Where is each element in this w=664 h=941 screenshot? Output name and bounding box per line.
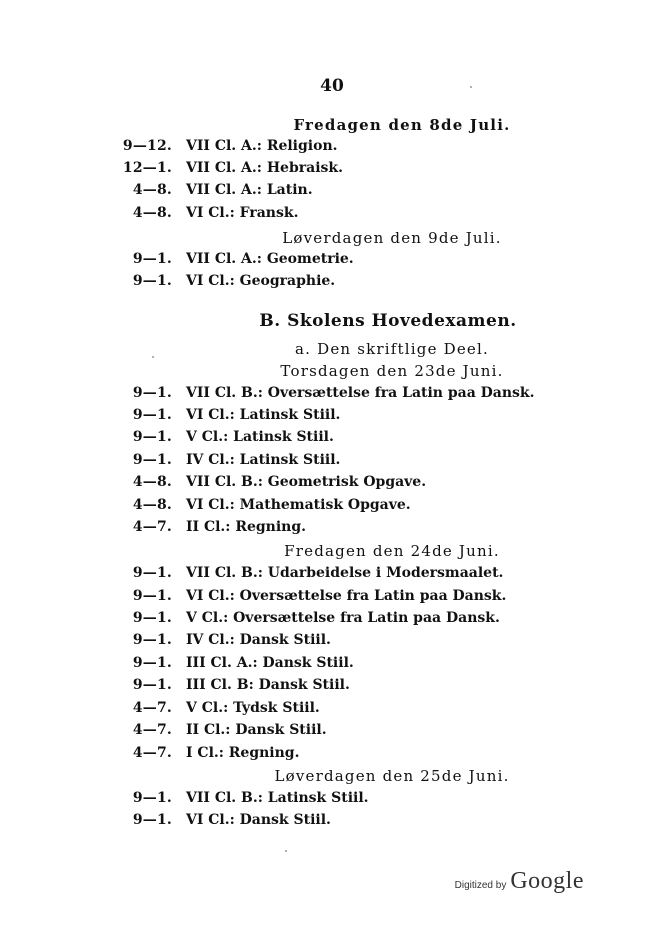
part-subtitle: a. Den skriftlige Deel.	[295, 340, 489, 358]
time-slot: 9—1.	[132, 429, 172, 445]
time-slot: 9—1.	[132, 790, 172, 806]
schedule-row	[0, 677, 664, 699]
schedule-row	[0, 452, 664, 474]
time-slot: 9—1.	[132, 632, 172, 648]
exam-subject: VI Cl.: Mathematisk Opgave.	[186, 497, 411, 513]
schedule-row	[0, 745, 664, 767]
exam-subject: VII Cl. A.: Latin.	[186, 182, 313, 198]
time-slot: 4—7.	[132, 519, 172, 535]
exam-subject: VII Cl. B.: Oversættelse fra Latin paa Dansk.	[186, 385, 535, 401]
schedule-row	[0, 588, 664, 610]
time-slot: 4—8.	[132, 182, 172, 198]
schedule-row	[0, 138, 664, 160]
schedule-row	[0, 251, 664, 273]
scan-speck	[285, 850, 287, 852]
exam-subject: III Cl. B: Dansk Stiil.	[186, 677, 350, 693]
day-heading: Løverdagen den 9de Juli.	[282, 229, 502, 247]
exam-subject: VI Cl.: Dansk Stiil.	[186, 812, 331, 828]
time-slot: 9—12.	[122, 138, 172, 154]
schedule-row	[0, 812, 664, 834]
schedule-row	[0, 160, 664, 182]
part-title: B. Skolens Hovedexamen.	[259, 311, 517, 331]
schedule-row	[0, 273, 664, 295]
time-slot: 4—7.	[132, 722, 172, 738]
exam-subject: VII Cl. A.: Geometrie.	[186, 251, 354, 267]
exam-subject: IV Cl.: Latinsk Stiil.	[186, 452, 341, 468]
exam-subject: V Cl.: Tydsk Stiil.	[186, 700, 320, 716]
schedule-row	[0, 722, 664, 744]
schedule-row	[0, 655, 664, 677]
day-heading: Løverdagen den 25de Juni.	[274, 767, 510, 785]
schedule-row	[0, 497, 664, 519]
schedule-row	[0, 407, 664, 429]
day-heading: Torsdagen den 23de Juni.	[280, 362, 504, 380]
time-slot: 9—1.	[132, 610, 172, 626]
exam-subject: VI Cl.: Geographie.	[186, 273, 336, 289]
exam-subject: VII Cl. A.: Hebraisk.	[186, 160, 343, 176]
time-slot: 4—7.	[132, 700, 172, 716]
exam-subject: VI Cl.: Oversættelse fra Latin paa Dansk.	[186, 588, 507, 604]
exam-subject: VII Cl. B.: Udarbeidelse i Modersmaalet.	[186, 565, 504, 581]
exam-subject: III Cl. A.: Dansk Stiil.	[186, 655, 354, 671]
time-slot: 9—1.	[132, 565, 172, 581]
page-number: 40	[320, 76, 344, 96]
schedule-row	[0, 182, 664, 204]
schedule-row	[0, 474, 664, 496]
schedule-row	[0, 790, 664, 812]
schedule-row	[0, 610, 664, 632]
google-logo: Google	[510, 868, 584, 894]
exam-subject: IV Cl.: Dansk Stiil.	[186, 632, 331, 648]
digitized-by-label: Digitized by	[454, 880, 507, 891]
exam-subject: II Cl.: Regning.	[186, 519, 307, 535]
exam-subject: VI Cl.: Fransk.	[186, 205, 299, 221]
scan-speck	[152, 356, 154, 358]
time-slot: 4—8.	[132, 474, 172, 490]
day-heading: Fredagen den 8de Juli.	[293, 116, 511, 134]
time-slot: 9—1.	[132, 452, 172, 468]
schedule-row	[0, 632, 664, 654]
schedule-row	[0, 700, 664, 722]
time-slot: 9—1.	[132, 812, 172, 828]
schedule-row	[0, 385, 664, 407]
exam-subject: V Cl.: Latinsk Stiil.	[186, 429, 334, 445]
day-heading: Fredagen den 24de Juni.	[284, 542, 500, 560]
scan-speck	[470, 86, 472, 88]
exam-subject: V Cl.: Oversættelse fra Latin paa Dansk.	[186, 610, 500, 626]
time-slot: 9—1.	[132, 251, 172, 267]
time-slot: 4—7.	[132, 745, 172, 761]
schedule-row	[0, 565, 664, 587]
time-slot: 9—1.	[132, 588, 172, 604]
exam-subject: VII Cl. B.: Latinsk Stiil.	[186, 790, 369, 806]
time-slot: 9—1.	[132, 655, 172, 671]
time-slot: 9—1.	[132, 407, 172, 423]
digitized-by-google-watermark	[455, 868, 584, 895]
exam-subject: II Cl.: Dansk Stiil.	[186, 722, 327, 738]
schedule-row	[0, 429, 664, 451]
time-slot: 4—8.	[132, 497, 172, 513]
exam-subject: VII Cl. B.: Geometrisk Opgave.	[186, 474, 427, 490]
time-slot: 9—1.	[132, 385, 172, 401]
time-slot: 9—1.	[132, 273, 172, 289]
time-slot: 12—1.	[122, 160, 172, 176]
schedule-row	[0, 205, 664, 227]
time-slot: 4—8.	[132, 205, 172, 221]
time-slot: 9—1.	[132, 677, 172, 693]
schedule-row	[0, 519, 664, 541]
exam-subject: VI Cl.: Latinsk Stiil.	[186, 407, 341, 423]
exam-subject: I Cl.: Regning.	[186, 745, 300, 761]
exam-subject: VII Cl. A.: Religion.	[186, 138, 338, 154]
